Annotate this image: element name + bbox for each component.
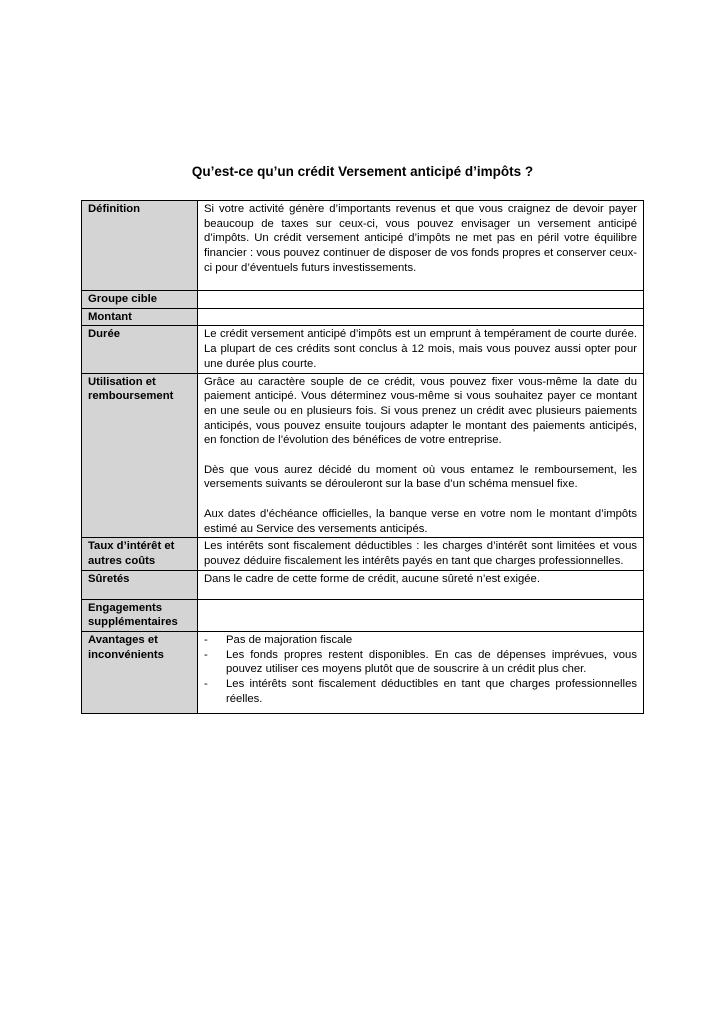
credit-info-table <box>81 200 644 714</box>
row-content-suretes <box>198 570 644 599</box>
table-row <box>82 570 644 599</box>
row-label-definition: Définition <box>82 201 198 291</box>
row-label-groupe-cible: Groupe cible <box>82 291 198 309</box>
list-item-text: Les intérêts sont fiscalement déductibles en tant que charges professionnelles réelles. <box>226 678 637 705</box>
table-row <box>82 201 644 291</box>
list-item <box>204 633 637 648</box>
list-item-text: Pas de majoration fiscale <box>226 634 353 647</box>
paragraph: Aux dates d’échéance officielles, la banque verse en votre nom le montant d’impôts estimé au Service des versements anticipés. <box>204 507 637 535</box>
table-row <box>82 632 644 714</box>
list-item-text: Les fonds propres restent disponibles. En cas de dépenses imprévues, vous pouvez utiliser ces moyens plutôt que de souscrire à un crédit plus cher. <box>226 648 637 676</box>
row-label-duree: Durée <box>82 326 198 373</box>
row-content-groupe-cible <box>198 291 644 309</box>
bullet-marker: - <box>204 678 208 691</box>
paragraph: Dans le cadre de cette forme de crédit, aucune sûreté n’est exigée. <box>204 572 540 585</box>
paragraph: Grâce au caractère souple de ce crédit, vous pouvez fixer vous-même la date du paiement anticipé. Vous déterminez vous-même si vous souhaitez payer ce montant en une seule ou en plusieurs fois. Si vous prenez un crédit avec plusieurs paiements anticipés, vous pouvez ensuite toujours adapter le montant des paiements anticipés, en fonction de l’évolution des bénéfices de votre entreprise. <box>204 375 637 447</box>
row-label-utilisation: Utilisation et remboursement <box>82 373 198 538</box>
bullet-list <box>204 633 637 707</box>
bullet-marker: - <box>204 634 208 647</box>
table-row <box>82 326 644 373</box>
row-label-taux: Taux d’intérêt et autres coûts <box>82 538 198 570</box>
row-label-avantages: Avantages et inconvénients <box>82 632 198 714</box>
paragraph: Si votre activité génère d’importants revenus et que vous craignez de devoir payer beaucoup de taxes sur ceux-ci, vous pouvez envisager un versement anticipé d’impôts. Un crédit versement anticipé d’impôts ne met pas en péril votre équilibre financier : vous pouvez continuer de disposer de vos fonds propres et conserver ceux-ci pour d’éventuels futurs investissements. <box>204 203 637 274</box>
row-content-avantages <box>198 632 644 714</box>
row-label-suretes: Sûretés <box>82 570 198 599</box>
list-item <box>204 648 637 677</box>
table-row <box>82 599 644 631</box>
row-label-montant: Montant <box>82 308 198 326</box>
row-content-definition <box>198 201 644 291</box>
bullet-marker: - <box>204 648 208 661</box>
row-content-engagements <box>198 599 644 631</box>
list-item <box>204 677 637 706</box>
table-row <box>82 538 644 570</box>
table-row <box>82 308 644 326</box>
row-content-taux <box>198 538 644 570</box>
row-content-montant <box>198 308 644 326</box>
table-row <box>82 291 644 309</box>
row-content-utilisation <box>198 373 644 538</box>
row-content-duree <box>198 326 644 373</box>
page-title: Qu’est-ce qu’un crédit Versement anticipé d’impôts ? <box>191 164 534 179</box>
row-label-engagements: Engagements supplémentaires <box>82 599 198 631</box>
paragraph: Les intérêts sont fiscalement déductibles : les charges d’intérêt sont limitées et vous pouvez déduire fiscalement les intérêts payés en tant que charges professionnelles. <box>204 540 637 567</box>
paragraph: Le crédit versement anticipé d’impôts est un emprunt à tempérament de courte durée. La plupart de ces crédits sont conclus à 12 mois, mais vous pouvez aussi opter pour une durée plus courte. <box>204 328 637 370</box>
table-row <box>82 373 644 538</box>
paragraph: Dès que vous aurez décidé du moment où vous entamez le remboursement, les versements suivants se dérouleront sur la base d’un schéma mensuel fixe. <box>204 463 637 491</box>
